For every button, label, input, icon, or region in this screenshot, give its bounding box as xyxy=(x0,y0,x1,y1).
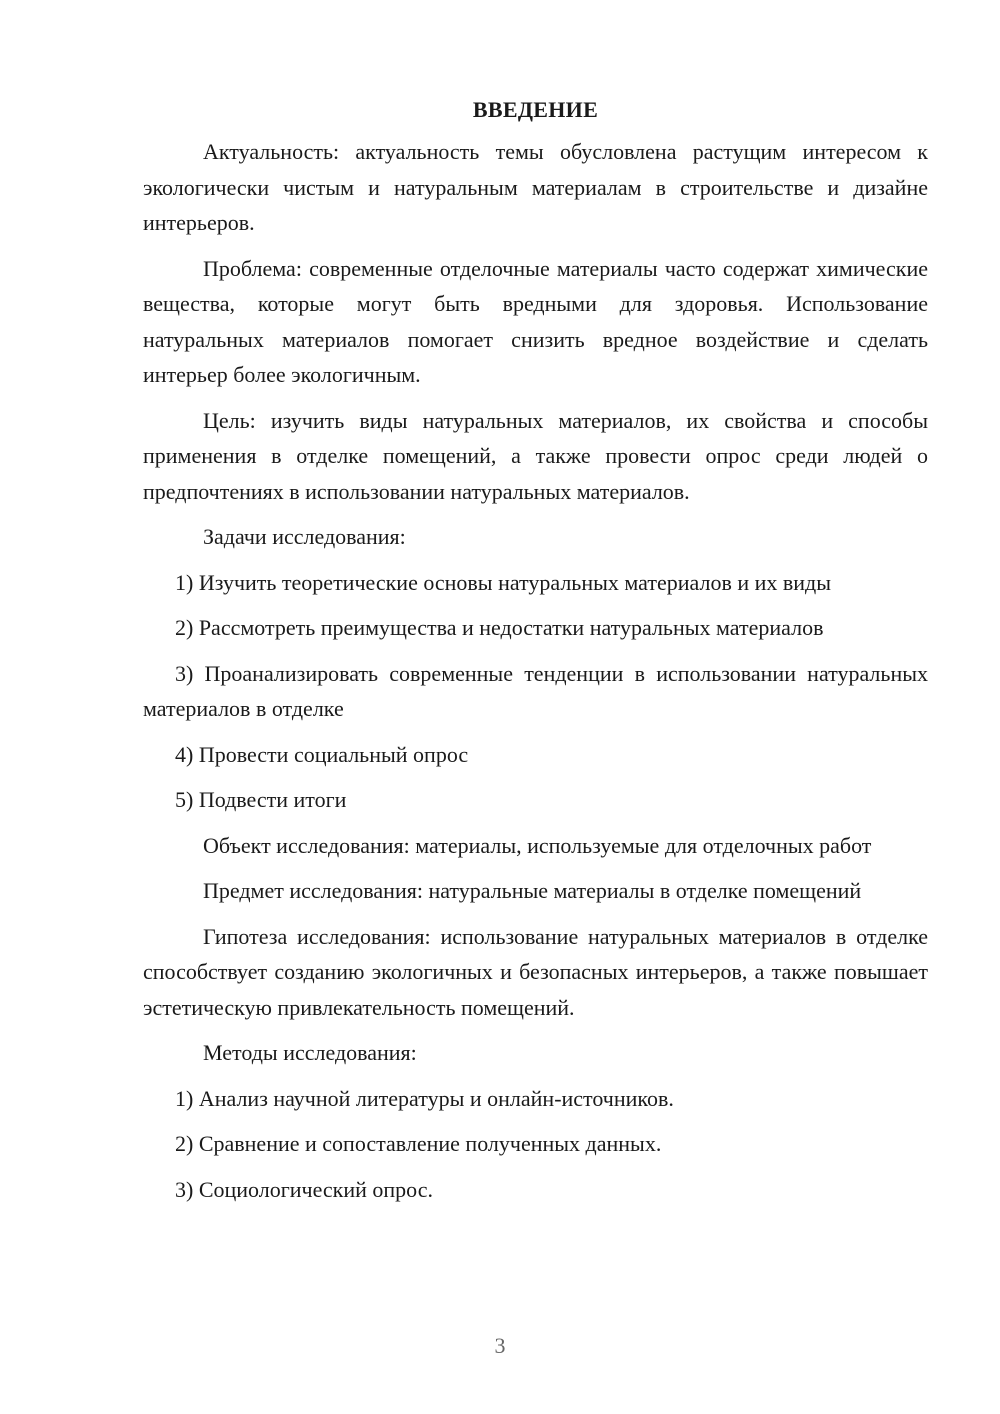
method-item-2: 2) Сравнение и сопоставление полученных данных. xyxy=(175,1131,662,1156)
task-item-2: 2) Рассмотреть преимущества и недостатки натуральных материалов xyxy=(175,615,824,640)
document-page xyxy=(143,92,928,1217)
task-item-4: 4) Провести социальный опрос xyxy=(175,741,469,767)
goal-paragraph: Цель: изучить виды натуральных материалов, их свойства и способы применения в отделке помещений, а также провести опрос среди людей о предпочтениях в использовании натуральных материалов. xyxy=(143,407,928,504)
task-item-5: 5) Подвести итоги xyxy=(175,787,347,812)
page-number: 3 xyxy=(494,1333,506,1358)
hypothesis-paragraph: Гипотеза исследования: использование натуральных материалов в отделке способствует созданию экологичных и безопасных интерьеров, а также повышает эстетическую привлекательность помещений. xyxy=(143,923,928,1020)
tasks-heading: Задачи исследования: xyxy=(203,524,406,549)
methods-heading: Методы исследования: xyxy=(203,1040,417,1065)
problem-paragraph: Проблема: современные отделочные материалы часто содержат химические вещества, которые могут быть вредными для здоровья. Использование натуральных материалов помогает снизить вредное воздействие и сделать интерьер более экологичным. xyxy=(143,255,928,387)
task-item-3: 3) Проанализировать современные тенденции в использовании натуральных материалов в отделке xyxy=(143,660,928,721)
task-item-1: 1) Изучить теоретические основы натуральных материалов и их виды xyxy=(175,569,832,595)
subject-paragraph: Предмет исследования: натуральные материалы в отделке помещений xyxy=(203,878,862,903)
object-paragraph: Объект исследования: материалы, используемые для отделочных работ xyxy=(203,832,872,858)
section-heading: ВВЕДЕНИЕ xyxy=(472,97,599,122)
method-item-3: 3) Социологический опрос. xyxy=(175,1176,433,1202)
relevance-paragraph: Актуальность: актуальность темы обусловлена растущим интересом к экологически чистым и натуральным материалам в строительстве и дизайне интерьеров. xyxy=(143,139,928,235)
method-item-1: 1) Анализ научной литературы и онлайн-источников. xyxy=(175,1085,674,1111)
